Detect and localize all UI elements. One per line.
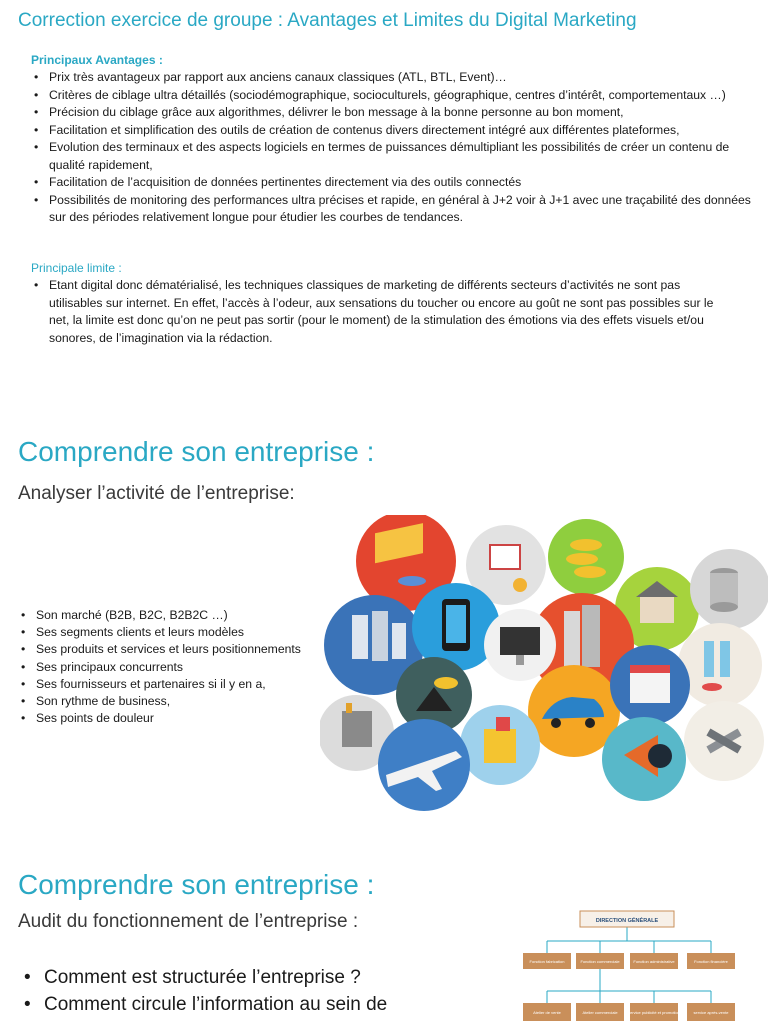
- org-level2-label: Fonction administrative: [633, 959, 675, 964]
- advantage-item: • Facilitation de l’acquisition de données pertinentes directement via des outils connectés: [31, 174, 751, 192]
- org-level3-label: Atelier commerciale: [582, 1010, 618, 1015]
- slide3-subtitle: Audit du fonctionnement de l’entreprise :: [18, 911, 359, 932]
- activity-item: • Ses segments clients et leurs modèles: [18, 624, 338, 641]
- industry-icons-illustration: [320, 515, 768, 815]
- audit-questions-list: [18, 964, 478, 1018]
- shop-front-icon: [610, 645, 690, 725]
- limits-list: [31, 277, 731, 347]
- advantage-item: • Critères de ciblage ultra détaillés (sociodémographique, socioculturels, géographique, centres d’intérêt, comportementaux …): [31, 87, 751, 105]
- org-chart-diagram: [512, 905, 768, 1024]
- advantages-list: [31, 69, 751, 227]
- org-level2-label: Fonction financière: [694, 959, 728, 964]
- coins-icon: [548, 519, 624, 595]
- org-top-box: [580, 911, 674, 927]
- org-top-label: DIRECTION GÉNÉRALE: [595, 918, 659, 924]
- activity-item: • Ses principaux concurrents: [18, 659, 338, 676]
- advantage-item: • Facilitation et simplification des outils de création de contenus divers directement intégré aux différentes plateformes,: [31, 122, 751, 140]
- advantage-item: • Précision du ciblage grâce aux algorithmes, délivrer le bon message à la bonne personne au bon moment,: [31, 104, 751, 122]
- org-level3-label: service après-vente: [693, 1010, 729, 1015]
- tools-icon: [684, 701, 764, 781]
- pills-icon: [678, 623, 762, 707]
- org-level3-label: service publicité et promotion: [628, 1010, 680, 1015]
- org-level3-boxes: [523, 1003, 735, 1021]
- org-level3-label: Atelier de vente: [533, 1010, 561, 1015]
- advantages-heading: Principaux Avantages :: [31, 53, 163, 67]
- slide2-subtitle: Analyser l’activité de l’entreprise:: [18, 483, 295, 504]
- activity-list: [18, 607, 338, 727]
- slide3-title: Comprendre son entreprise :: [18, 869, 375, 900]
- activity-item: • Son marché (B2B, B2C, B2B2C …): [18, 607, 338, 624]
- slide1-title: Correction exercice de groupe : Avantages et Limites du Digital Marketing: [18, 10, 637, 31]
- slide2-title: Comprendre son entreprise :: [18, 436, 375, 467]
- advantage-item: • Possibilités de monitoring des performances ultra précises et rapide, en général à J+2 voir à J+1 avec une traçabilité des données sur des périodes relativement longue pour étudier les courbes de tendances.: [31, 192, 751, 227]
- audit-question: • Comment circule l’information au sein de: [18, 991, 478, 1018]
- megaphone-icon: [602, 717, 686, 801]
- limit-heading: Principale limite :: [31, 261, 122, 275]
- monitor-icon: [484, 609, 556, 681]
- activity-item: • Ses fournisseurs et partenaires si il y en a,: [18, 676, 338, 693]
- database-icon: [690, 549, 768, 629]
- org-level2-boxes: [523, 953, 735, 969]
- limit-item: • Etant digital donc dématérialisé, les techniques classiques de marketing de différents secteurs d’activités ne sont pas utilisables sur internet. En effet, l’accès à l’odeur, aux sensations du toucher ou encore au goût ne sont pas possibles sur le net, la limite est donc qu’on ne peut pas sortir (pour le moment) de la stimulation des émotions via des effets visuels et/ou sonores, de l’imagination via la rédaction.: [31, 277, 731, 347]
- activity-item: • Ses points de douleur: [18, 710, 338, 727]
- org-level2-label: Fonction commerciale: [580, 959, 620, 964]
- org-level2-label: Fonction fabrication: [529, 959, 565, 964]
- advantage-item: • Evolution des terminaux et des aspects logiciels en termes de puissances démultipliant les possibilités de créer un contenu de qualité rapidement,: [31, 139, 751, 174]
- audit-question: • Comment est structurée l’entreprise ?: [18, 964, 478, 991]
- shopping-bag-icon: [460, 705, 540, 785]
- activity-item: • Son rythme de business,: [18, 693, 338, 710]
- airplane-icon: [378, 719, 470, 811]
- advantage-item: • Prix très avantageux par rapport aux anciens canaux classiques (ATL, BTL, Event)…: [31, 69, 751, 87]
- activity-item: • Ses produits et services et leurs positionnements: [18, 641, 338, 658]
